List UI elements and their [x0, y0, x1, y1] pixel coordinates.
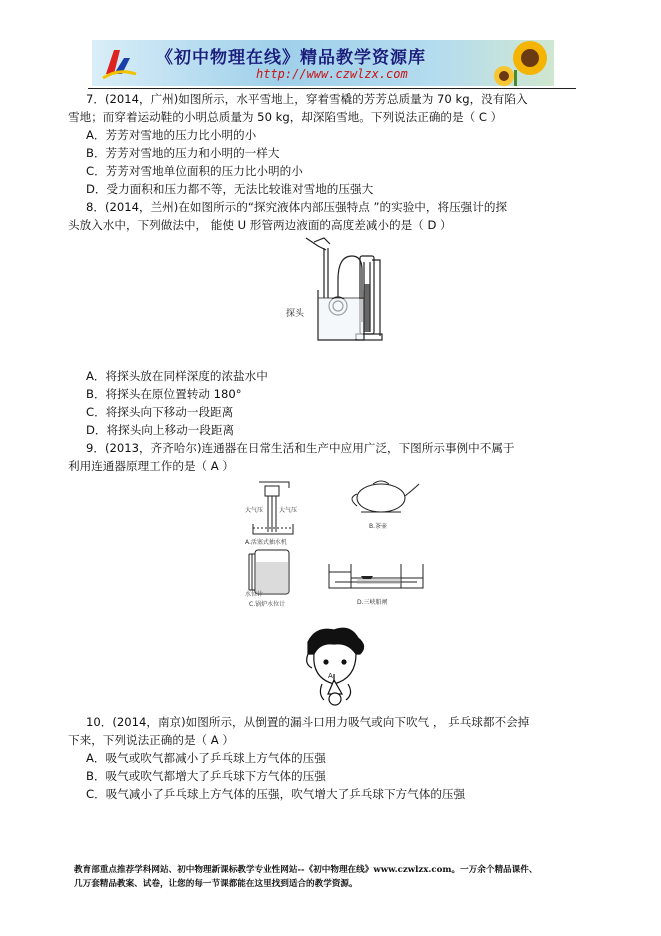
q7-option-b: B．芳芳对雪地的压力和小明的一样大	[86, 146, 280, 160]
q8-option-d: D．将探头向上移动一段距离	[86, 423, 235, 437]
q10-option-a: A．吸气或吹气都减小了乒乓球上方气体的压强	[86, 751, 326, 765]
q8-option-a: A．将探头放在同样深度的浓盐水中	[86, 369, 268, 383]
q8-option-b: B．将探头在原位置转动 180°	[86, 387, 242, 401]
pressure-gauge-figure	[284, 232, 392, 344]
q8-stem-line1: 8．(2014，兰州)在如图所示的“探究液体内部压强特点 ”的实验中，将压强计的探	[86, 200, 508, 214]
probe-label: 探头	[286, 309, 305, 319]
q7-option-a: A．芳芳对雪地的压力比小明的小	[86, 128, 257, 142]
caption-b: B.茶壶	[369, 523, 388, 530]
funnel-label: A	[328, 672, 333, 680]
q8-option-c: C．将探头向下移动一段距离	[86, 405, 234, 419]
sunflower-icon	[492, 40, 554, 86]
q10-stem-line1: 10．(2014，南京)如图所示，从倒置的漏斗口用力吸气或向下吹气 ， 乒乓球都不会掉	[86, 715, 530, 729]
header-rule	[88, 88, 576, 89]
footer-line1: 教育部重点推荐学科网站、初中物理新课标教学专业性网站--《初中物理在线》www.czwlzx.com。一万余个精品课件、	[74, 865, 538, 875]
q10-option-b: B．吸气或吹气都增大了乒乓球下方气体的压强	[86, 769, 326, 783]
footer-line2: 几万套精品教案、试卷，让您的每一节课都能在这里找到适合的教学资源。	[74, 879, 358, 889]
site-logo-icon	[100, 44, 138, 82]
q7-stem-line2: 雪地；而穿着运动鞋的小明总质量为 50 kg，却深陷雪地。下列说法正确的是（ C ）	[68, 110, 503, 124]
connected-vessels-figure	[243, 476, 433, 614]
gauge-label: 水位计	[245, 591, 264, 598]
atm-label-1: 大气压	[245, 507, 264, 514]
q7-option-c: C．芳芳对雪地单位面积的压力比小明的小	[86, 164, 303, 178]
q7-option-d: D．受力面积和压力都不等，无法比较谁对雪地的压强大	[86, 182, 374, 196]
caption-d: D.三峡船闸	[357, 599, 388, 606]
site-title: 《初中物理在线》精品教学资源库	[156, 48, 426, 68]
site-url[interactable]: http://www.czwlzx.com	[256, 67, 408, 81]
q10-option-c: C．吸气减小了乒乓球上方气体的压强，吹气增大了乒乓球下方气体的压强	[86, 787, 466, 801]
q7-stem-line1: 7．(2014，广州)如图所示，水平雪地上，穿着雪橇的芳芳总质量为 70 kg，没有陷入	[86, 92, 528, 106]
header-banner	[92, 40, 554, 86]
q10-stem-line2: 下来，下列说法正确的是（ A ）	[68, 733, 235, 747]
atm-label-2: 大气压	[279, 507, 298, 514]
funnel-pingpong-figure	[298, 624, 376, 710]
caption-a: A.活塞式抽水机	[245, 539, 287, 546]
caption-c: C.锅炉水位计	[249, 601, 286, 608]
q9-stem-line2: 利用连通器原理工作的是（ A ）	[68, 459, 235, 473]
q8-stem-line2: 头放入水中，下列做法中， 能使 U 形管两边液面的高度差减小的是（ D ）	[68, 218, 452, 232]
q9-stem-line1: 9．(2013，齐齐哈尔)连通器在日常生活和生产中应用广泛，下图所示事例中不属于	[86, 441, 515, 455]
